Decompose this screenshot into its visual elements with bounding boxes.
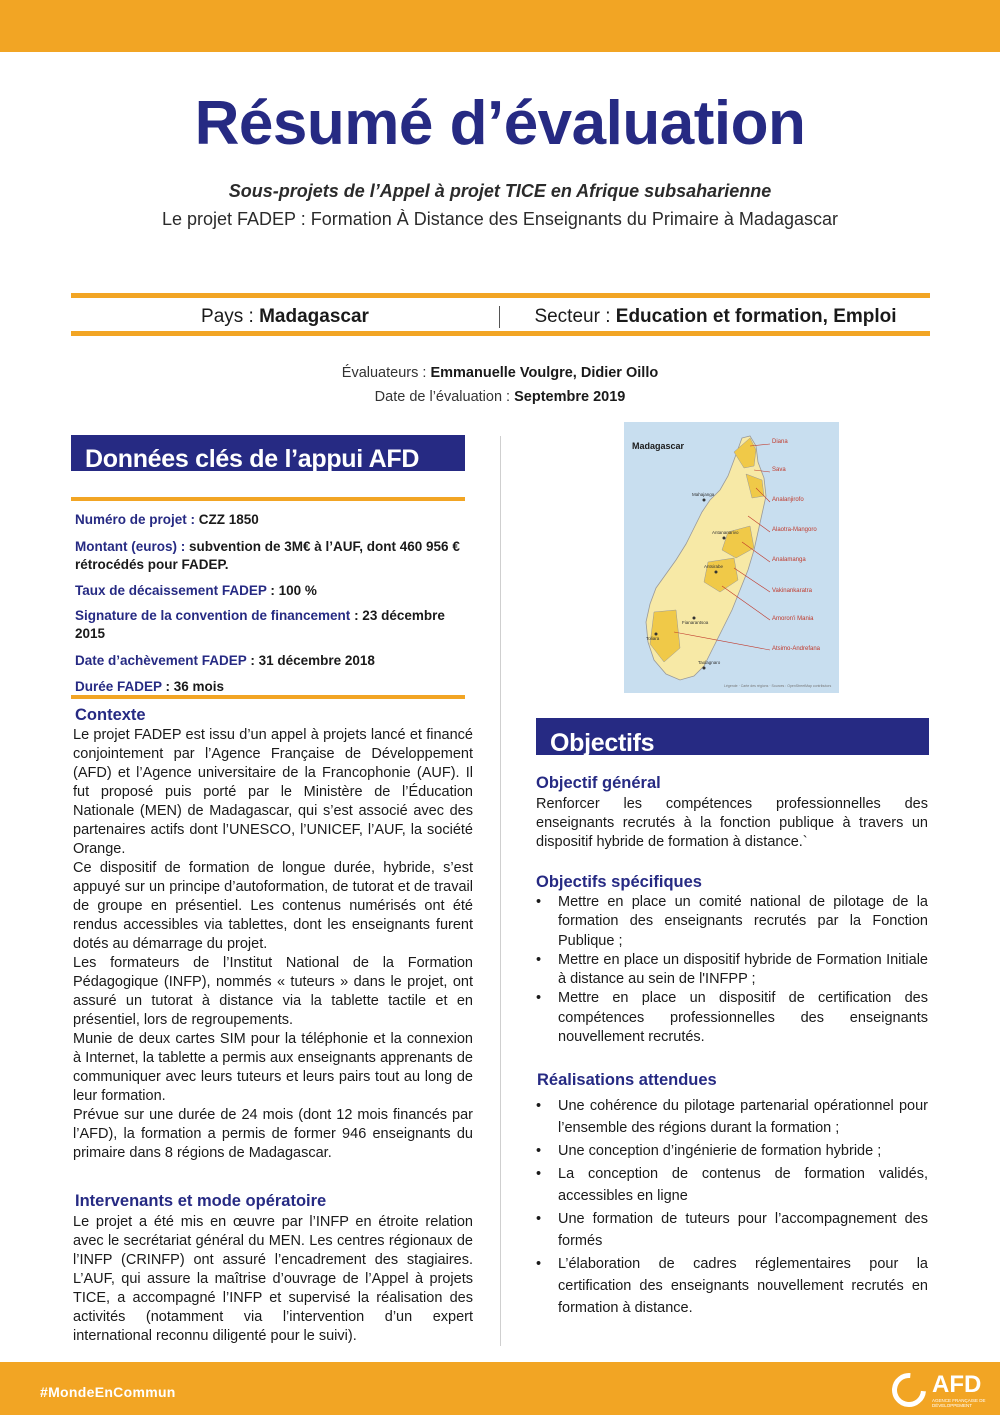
general-objective-heading: Objectif général	[536, 774, 661, 792]
list-item: • L’élaboration de cadres réglementaires pour la certification des enseignants nouvellement recrutés en formation à distance.	[536, 1253, 928, 1319]
map-region-label: Analamanga	[772, 557, 806, 563]
evaluation-date-line	[0, 385, 1000, 409]
context-paragraph: Les formateurs de l’Institut National de la Formation Pédagogique (INFP), nommés « tuteurs » dans le projet, ont assuré un tutorat à distance via la tablette tactile et en présentiel, lors de regroupements.	[73, 955, 473, 1028]
map-region-label: Alaotra-Mangoro	[772, 527, 817, 533]
list-item: • Mettre en place un dispositif de certification des compétences professionnelles des enseignants nouvellement recrutés.	[536, 989, 928, 1047]
map-title: Madagascar	[632, 441, 685, 451]
map-city-label: Antananarivo	[712, 530, 739, 535]
map-region-label: Atsimo-Andrefana	[772, 646, 821, 652]
intervenants-body: Le projet a été mis en œuvre par l’INFP en étroite relation avec le secrétariat général du MEN. Les centres régionaux de l’INFP (CRINFP) ont assuré l’encadrement des stagiaires. L’AUF, qui assure la maîtrise d’ouvrage de l’Appel à projets TICE, a accompagné l’INFP et supervisé la réalisation des activités (notamment via l’intervention d’un expert international reconnu diligenté pour le suivi).	[73, 1214, 473, 1344]
country-sector-bar	[71, 293, 930, 336]
map-region-label: Analanjirofo	[772, 497, 804, 503]
key-data-rule-top	[71, 497, 465, 501]
afd-logo-subtext: AGENCE FRANÇAISE DE DÉVELOPPEMENT	[932, 1398, 986, 1408]
key-data-item-completion: Date d’achèvement FADEP : 31 décembre 2018	[75, 653, 375, 668]
madagascar-region-map	[624, 422, 839, 693]
specific-objectives-list	[536, 893, 928, 1047]
sector-field	[501, 306, 930, 328]
list-item: • Une conception d’ingénierie de formation hybride ;	[536, 1140, 928, 1162]
objectives-heading: Objectifs	[536, 718, 929, 755]
context-paragraph: Munie de deux cartes SIM pour la téléphonie et la connexion à Internet, la tablette a permis aux enseignants apprenants de communiquer avec leurs tuteurs et leurs pairs tout au long de leur formation.	[73, 1031, 473, 1104]
context-paragraph: Le projet FADEP est issu d’un appel à projets lancé et financé conjointement par l’Agence Française de Développement (AFD) et l’Agence universitaire de la Francophonie (AUF). Il fut proposé puis porté par le Ministère de l’Éducation Nationale (MEN) de Madagascar, qui s’est associé avec des partenaires actifs dont l’UNESCO, l’UNICEF, l’AUF, la société Orange.	[73, 727, 473, 857]
context-body	[73, 726, 473, 1163]
expected-results-heading: Réalisations attendues	[537, 1071, 717, 1089]
map-city-label: Taolagnaro	[698, 660, 721, 665]
intervenants-heading: Intervenants et mode opératoire	[75, 1192, 327, 1210]
evaluation-date-value: Septembre 2019	[514, 389, 626, 405]
key-data-item-amount: Montant (euros) : subvention de 3M€ à l’AUF, dont 460 956 € rétrocédés pour FADEP.	[75, 539, 460, 572]
key-data-heading: Données clés de l’appui AFD	[71, 435, 465, 471]
afd-logo-text: AFD	[932, 1371, 982, 1398]
country-field	[71, 306, 499, 328]
evaluators-value: Emmanuelle Voulgre, Didier Oillo	[430, 365, 659, 381]
key-data-item-disbursement: Taux de décaissement FADEP : 100 %	[75, 583, 317, 598]
map-city-label: Toliara	[646, 636, 660, 641]
list-item: • La conception de contenus de formation validés, accessibles en ligne	[536, 1163, 928, 1207]
country-value: Madagascar	[259, 306, 369, 327]
info-separator	[499, 306, 500, 328]
sector-value: Education et formation, Emploi	[615, 306, 897, 327]
key-data-item-signature: Signature de la convention de financement : 23 décembre 2015	[75, 608, 445, 641]
afd-ring-icon	[885, 1366, 933, 1414]
map-region-label: Vakinankaratra	[772, 588, 812, 594]
country-label: Pays :	[201, 306, 260, 327]
map-graphic	[624, 422, 839, 693]
map-region-label: Diana	[772, 439, 788, 445]
hashtag[interactable]: #MondeEnCommun	[40, 1384, 176, 1400]
map-city-label: Antsirabe	[704, 564, 724, 569]
context-heading: Contexte	[75, 706, 146, 724]
map-region-label: Amoron'i Mania	[772, 616, 814, 622]
evaluators-label: Évaluateurs :	[341, 365, 431, 381]
context-paragraph: Prévue sur une durée de 24 mois (dont 12 mois financés par l’AFD), la formation a permis de former 946 enseignants du primaire dans 8 régions de Madagascar.	[73, 1107, 473, 1161]
key-data-item-project-number: Numéro de projet : CZZ 1850	[75, 512, 259, 527]
top-orange-band	[0, 0, 1000, 52]
evaluation-date-label: Date de l’évaluation :	[374, 389, 515, 405]
list-item: • Mettre en place un comité national de pilotage de la formation des enseignants recrutés par la Fonction Publique ;	[536, 893, 928, 951]
key-data-item-duration: Durée FADEP : 36 mois	[75, 679, 225, 694]
general-objective-text: Renforcer les compétences professionnelles des enseignants recrutés à la fonction publique à travers un dispositif hybride de formation à distance.`	[536, 796, 928, 850]
key-data-rule-bottom	[71, 695, 465, 699]
list-item: • Mettre en place un dispositif hybride de Formation Initiale à distance au sein de l'INFPP ;	[536, 951, 928, 990]
evaluators-line	[0, 361, 1000, 385]
context-paragraph: Ce dispositif de formation de longue durée, hybride, s’est appuyé sur un principe d’autoformation, de tutorat et de travail de groupe en présentiel. Les contenus numérisés ont été rendus accessibles via tablettes, dont les enseignants furent dotés au démarrage du projet.	[73, 860, 473, 952]
map-credit: Légende · Carte des régions · Sources : OpenStreetMap contributors	[724, 684, 832, 688]
subtitle-programme: Sous-projets de l’Appel à projet TICE en Afrique subsaharienne	[228, 181, 772, 201]
map-city-label: Mahajanga	[692, 492, 715, 497]
specific-objectives-heading: Objectifs spécifiques	[536, 873, 702, 891]
list-item: • Une cohérence du pilotage partenarial opérationnel pour l’ensemble des régions durant la formation ;	[536, 1095, 928, 1139]
expected-results-list	[536, 1095, 928, 1320]
afd-logo[interactable]	[892, 1371, 992, 1409]
column-divider	[500, 436, 501, 1346]
map-region-label: Sava	[772, 467, 786, 473]
page-title: Résumé d’évaluation	[194, 89, 806, 158]
evaluation-meta	[0, 361, 1000, 409]
list-item: • Une formation de tuteurs pour l’accompagnement des formés	[536, 1208, 928, 1252]
sector-label: Secteur :	[534, 306, 616, 327]
map-city-label: Fianarantsoa	[682, 620, 709, 625]
subtitle-project: Le projet FADEP : Formation À Distance des Enseignants du Primaire à Madagascar	[161, 209, 838, 229]
